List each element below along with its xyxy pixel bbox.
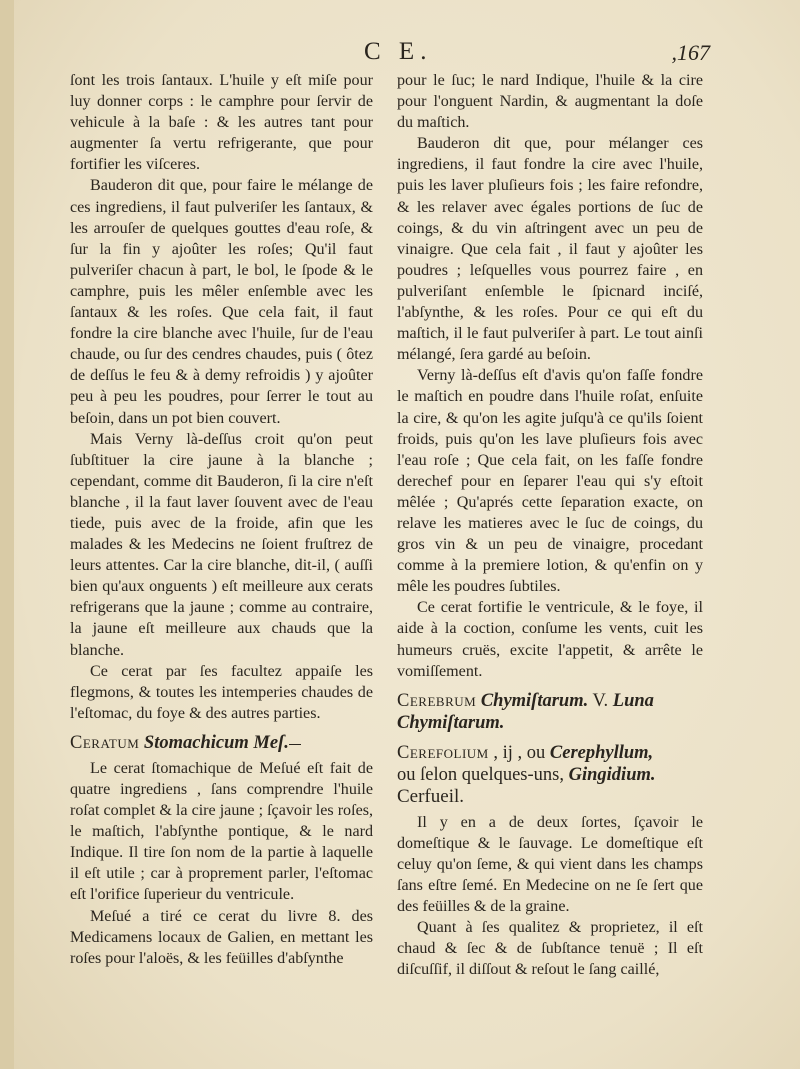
heading-italic: Chymiſtarum.	[480, 690, 589, 711]
section-heading	[397, 690, 703, 734]
heading-ref: V.	[592, 690, 609, 711]
page-number: ,167	[671, 40, 710, 65]
heading-term: Cerefolium	[397, 742, 489, 763]
heading-text: ou ſelon quelques-uns,	[397, 764, 564, 785]
running-header	[364, 38, 710, 70]
heading-term: Cerebrum	[397, 690, 477, 711]
heading-italic: Cerephyllum,	[549, 742, 654, 763]
paragraph: Bauderon dit que, pour mélanger ces ingrediens, il faut fondre la cire avec l'huile, puis les laver pluſieurs fois ; les faire refondre, & les relaver avec égales portions de ſuc de coings, & du vin aſtringent avec un peu de vinaigre. Que cela fait , il faut y ajoûter les poudres ; leſquelles vous pourrez faire , en pulveriſant enſemble le ſpicnard inciſé, l'abſynthe, & les roſes. Pour ce qui eſt du maſtich, il le faut pulveriſer à part. Le tout ainſi mélangé, ſera gardé au beſoin.	[397, 135, 703, 364]
heading-term: Ceratum	[70, 732, 140, 753]
paragraph: Meſué a tiré ce cerat du livre 8. des Medicamens locaux de Galien, en mettant les roſes pour l'aloës, & les feüilles d'abſynthe	[70, 907, 373, 967]
paragraph: Quant à ſes qualitez & proprietez, il eſt chaud & ſec & de ſubſtance tenuë ; Il eſt diſcuſſif, il diſſout & reſout le ſang caillé,	[397, 919, 703, 979]
section-heading	[397, 742, 703, 808]
paragraph: Mais Verny là-deſſus croit qu'on peut ſubſtituer la cire jaune à la blanche ; cependant, comme dit Bauderon, ſi la cire n'eſt blanche , il la faut laver ſouvent avec de l'eau tiede, puis avec de la froide, afin que les malades & les Medecins ne ſoient fruſtrez de leurs attentes. Car la cire blanche, dit-il, ( auſſi bien qu'aux onguents ) eſt meilleure aux cerats refrigerans que la jaune ; comme au contraire, la jaune eſt meilleure aux chauds que la blanche.	[70, 430, 373, 659]
left-column	[70, 70, 373, 969]
right-column	[397, 70, 703, 980]
paragraph: Ce cerat par ſes facultez appaiſe les flegmons, & toutes les intemperies chaudes de l'eſtomac, du foye & des autres parties.	[70, 662, 373, 722]
heading-text: , ij , ou	[493, 742, 546, 763]
paragraph: Il y en a de deux ſortes, ſçavoir le domeſtique & le ſauvage. Le domeſtique eſt celuy qu'on ſeme, & qui vient dans les champs ſans eſtre ſemé. En Medecine on ne ſe ſert que des feüilles & de la graine.	[397, 813, 703, 916]
heading-italic: Luna Chymiſtarum.	[397, 690, 654, 733]
paragraph: Verny là-deſſus eſt d'avis qu'on faſſe fondre le maſtich en poudre dans l'huile roſat, enſuite la cire, & qu'on les agite juſqu'à ce qu'ils ſoient froids, puis qu'on les lave pluſieurs fois avec l'eau roſe ; Que cela fait, on les faſſe fondre derechef pour en ſeparer l'eau qui s'y eſtoit mêlée ; Qu'aprés cette ſeparation exacte, on relave les matieres avec le ſuc de coings, du gros vin & un peu de vinaigre, procedant comme à la premiere lotion, & qu'enfin on y mêle les poudres ſubtiles.	[397, 367, 703, 596]
heading-text: Cerfueil.	[397, 785, 465, 807]
heading-italic: Gingidium.	[568, 764, 656, 785]
paragraph: Le cerat ſtomachique de Meſué eſt fait de quatre ingrediens , ſans comprendre l'huile roſat complet & la cire jaune ; ſçavoir les roſes, le maſtich, l'abſynthe pontique, & le nard Indique. Il tire ſon nom de la partie à laquelle il eſt utile ; car à proprement parler, l'eſtomac eſt l'orifice ſuperieur du ventricule.	[70, 759, 373, 904]
paragraph: pour le ſuc; le nard Indique, l'huile & la cire pour l'onguent Nardin, & augmentant la doſe du maſtich.	[397, 72, 703, 132]
paragraph: Bauderon dit que, pour faire le mélange de ces ingrediens, il faut pulveriſer les ſantaux, & les arrouſer de quelques gouttes d'eau roſe, & ſur la fin y ajoûter les roſes; Qu'il faut pulveriſer chacun à part, le bol, le ſpode & le camphre, puis les mêler enſemble avec les ſantaux & les roſes. Que cela fait, il faut fondre la cire blanche avec l'huile, ſur de l'eau chaude, ou ſur des cendres chaudes, puis ( ôtez de deſſus le feu & à demy refroidis ) y ajoûter peu à peu les poudres, pour ſerrer le tout au beſoin, dans un pot bien couvert.	[70, 177, 373, 427]
paragraph: Ce cerat fortifie le ventricule, & le foye, il aide à la coction, conſume les vents, cuit les humeurs cruës, excite l'appetit, & arrête le vomiſſement.	[397, 599, 703, 680]
paragraph: ſont les trois ſantaux. L'huile y eſt miſe pour luy donner corps : le camphre pour ſervir de vehicule à la baſe : & les autres tant pour augmenter ſa vertu refrigerante, que pour fortifier les viſceres.	[70, 72, 373, 174]
header-letters: C E.	[364, 38, 433, 65]
heading-italic: Stomachicum Meſ.	[143, 732, 289, 753]
section-heading	[70, 732, 373, 754]
